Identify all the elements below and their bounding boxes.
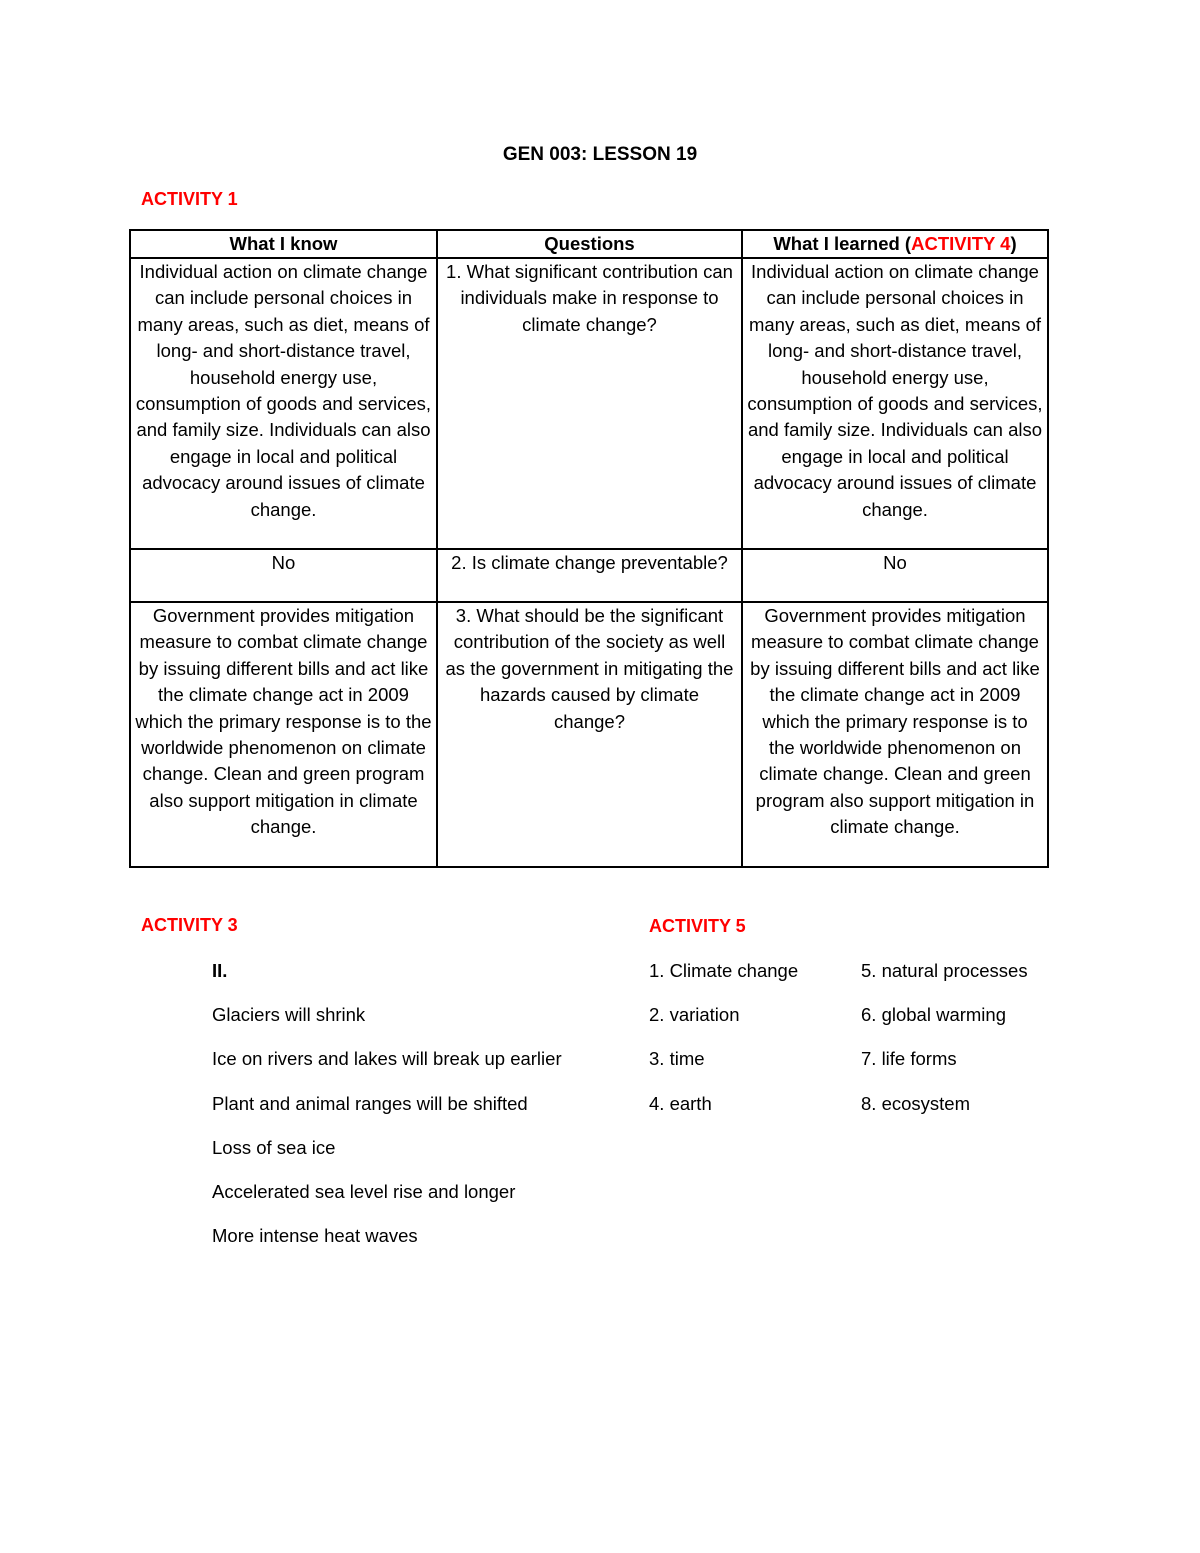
table-row (130, 602, 1048, 867)
activity-5-column-2 (861, 958, 1028, 1135)
list-item: 4. earth (649, 1092, 712, 1114)
list-item: 6. global warming (861, 1004, 1006, 1026)
list-item: Ice on rivers and lakes will break up earlier (212, 1048, 562, 1070)
list-item: Plant and animal ranges will be shifted (212, 1092, 528, 1114)
column-header-learned-activity: ACTIVITY 4 (911, 233, 1011, 254)
column-header-learned-suffix: ) (1010, 233, 1017, 254)
activity-3-heading: ACTIVITY 3 (141, 915, 238, 935)
table-row (130, 258, 1048, 549)
activity-5-heading: ACTIVITY 5 (649, 916, 746, 936)
list-item: 7. life forms (861, 1048, 957, 1070)
activity-3-list (212, 958, 562, 1267)
list-item: 5. natural processes (861, 960, 1028, 981)
column-header-learned-prefix: What I learned ( (773, 233, 912, 254)
list-item: Loss of sea ice (212, 1136, 336, 1158)
table-cell: 3. What should be the significant contribution of the society as well as the government in mitigating the hazards caused by climate change? (437, 602, 742, 867)
table-header-row (130, 230, 1048, 258)
column-header-questions: Questions (437, 230, 742, 258)
kwl-table (129, 229, 1049, 868)
table-row (130, 549, 1048, 602)
table-cell: Government provides mitigation measure to combat climate change by issuing different bills and act like the climate change act in 2009 which the primary response is to the worldwide phenomenon on climate change. Clean and green program also support mitigation in climate change. (130, 602, 437, 867)
table-cell: No (130, 549, 437, 602)
table-cell: Government provides mitigation measure to combat climate change by issuing different bills and act like the climate change act in 2009 which the primary response is to the worldwide phenomenon on climate change. Clean and green program also support mitigation in climate change. (742, 602, 1048, 867)
list-item: II. (212, 960, 228, 981)
list-item: Accelerated sea level rise and longer (212, 1180, 516, 1202)
list-item: Glaciers will shrink (212, 1004, 366, 1026)
table-cell: No (742, 549, 1048, 602)
table-cell: Individual action on climate change can include personal choices in many areas, such as diet, means of long- and short-distance travel, household energy use, consumption of goods and services, and family size. Individuals can also engage in local and political advocacy around issues of climate change. (130, 258, 437, 549)
list-item: 8. ecosystem (861, 1092, 970, 1114)
column-header-know: What I know (130, 230, 437, 258)
list-item: 2. variation (649, 1004, 740, 1026)
list-item: More intense heat waves (212, 1225, 418, 1247)
activity-5-column-1 (649, 958, 798, 1135)
table-cell: 1. What significant contribution can individuals make in response to climate change? (437, 258, 742, 549)
table-cell: Individual action on climate change can include personal choices in many areas, such as diet, means of long- and short-distance travel, household energy use, consumption of goods and services, and family size. Individuals can also engage in local and political advocacy around issues of climate change. (742, 258, 1048, 549)
table-cell: 2. Is climate change preventable? (437, 549, 742, 602)
list-item: 1. Climate change (649, 960, 799, 981)
page-title: GEN 003: LESSON 19 (502, 144, 698, 165)
activity-1-heading: ACTIVITY 1 (141, 189, 238, 209)
column-header-learned (742, 230, 1048, 258)
list-item: 3. time (649, 1048, 705, 1070)
